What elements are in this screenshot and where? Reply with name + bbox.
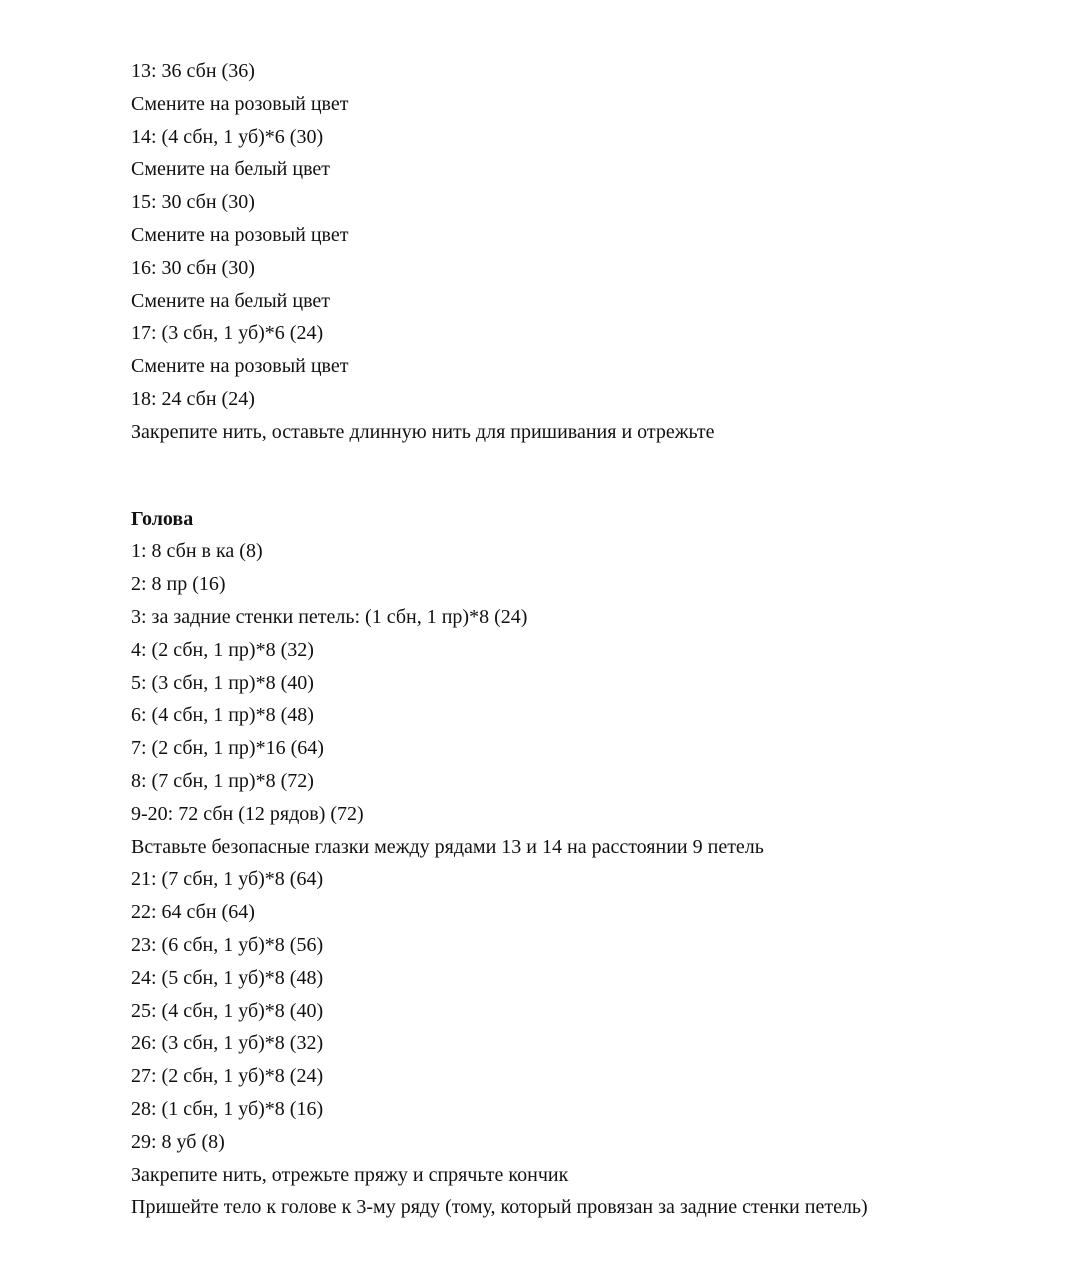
section-heading: Голова bbox=[131, 507, 194, 530]
top-section bbox=[131, 55, 1031, 449]
text-line: Смените на розовый цвет bbox=[131, 355, 349, 378]
text-line: 14: (4 сбн, 1 уб)*6 (30) bbox=[131, 125, 324, 148]
text-line: 3: за задние стенки петель: (1 сбн, 1 пр)*8 (24) bbox=[131, 605, 528, 628]
text-line: 21: (7 сбн, 1 уб)*8 (64) bbox=[131, 868, 324, 891]
text-line: 1: 8 сбн в ка (8) bbox=[131, 540, 263, 563]
text-line: 23: (6 сбн, 1 уб)*8 (56) bbox=[131, 933, 324, 956]
head-section bbox=[131, 503, 1031, 1225]
text-line: 17: (3 сбн, 1 уб)*6 (24) bbox=[131, 322, 324, 345]
text-line: 13: 36 сбн (36) bbox=[131, 60, 255, 82]
text-line: 28: (1 сбн, 1 уб)*8 (16) bbox=[131, 1097, 324, 1120]
text-line: 25: (4 сбн, 1 уб)*8 (40) bbox=[131, 999, 324, 1022]
text-line: 8: (7 сбн, 1 пр)*8 (72) bbox=[131, 769, 314, 792]
text-line: 18: 24 сбн (24) bbox=[131, 387, 255, 410]
text-line: 15: 30 сбн (30) bbox=[131, 191, 255, 214]
document-page bbox=[131, 55, 1031, 1224]
text-line: 5: (3 сбн, 1 пр)*8 (40) bbox=[131, 671, 314, 694]
text-line: 7: (2 сбн, 1 пр)*16 (64) bbox=[131, 737, 324, 760]
text-line: Закрепите нить, оставьте длинную нить для пришивания и отрежьте bbox=[131, 420, 715, 443]
text-line: Пришейте тело к голове к 3-му ряду (тому, который провязан за задние стенки петель) bbox=[131, 1196, 868, 1219]
text-line: Закрепите нить, отрежьте пряжу и спрячьте кончик bbox=[131, 1163, 569, 1186]
text-line: 29: 8 уб (8) bbox=[131, 1130, 225, 1153]
text-line: 16: 30 сбн (30) bbox=[131, 256, 255, 279]
text-line: Смените на белый цвет bbox=[131, 158, 331, 181]
text-line: 27: (2 сбн, 1 уб)*8 (24) bbox=[131, 1065, 324, 1088]
text-line: 9-20: 72 сбн (12 рядов) (72) bbox=[131, 802, 364, 825]
section-gap bbox=[131, 449, 1031, 503]
text-line: 4: (2 сбн, 1 пр)*8 (32) bbox=[131, 638, 314, 661]
text-line: Смените на белый цвет bbox=[131, 289, 331, 312]
text-line: Смените на розовый цвет bbox=[131, 223, 349, 246]
text-line: 26: (3 сбн, 1 уб)*8 (32) bbox=[131, 1032, 324, 1055]
text-line: 6: (4 сбн, 1 пр)*8 (48) bbox=[131, 704, 314, 727]
text-line: 22: 64 сбн (64) bbox=[131, 901, 255, 924]
text-line: 24: (5 сбн, 1 уб)*8 (48) bbox=[131, 966, 324, 989]
text-line: 2: 8 пр (16) bbox=[131, 573, 226, 596]
text-line: Вставьте безопасные глазки между рядами 13 и 14 на расстоянии 9 петель bbox=[131, 835, 764, 858]
text-line: Смените на розовый цвет bbox=[131, 92, 349, 115]
